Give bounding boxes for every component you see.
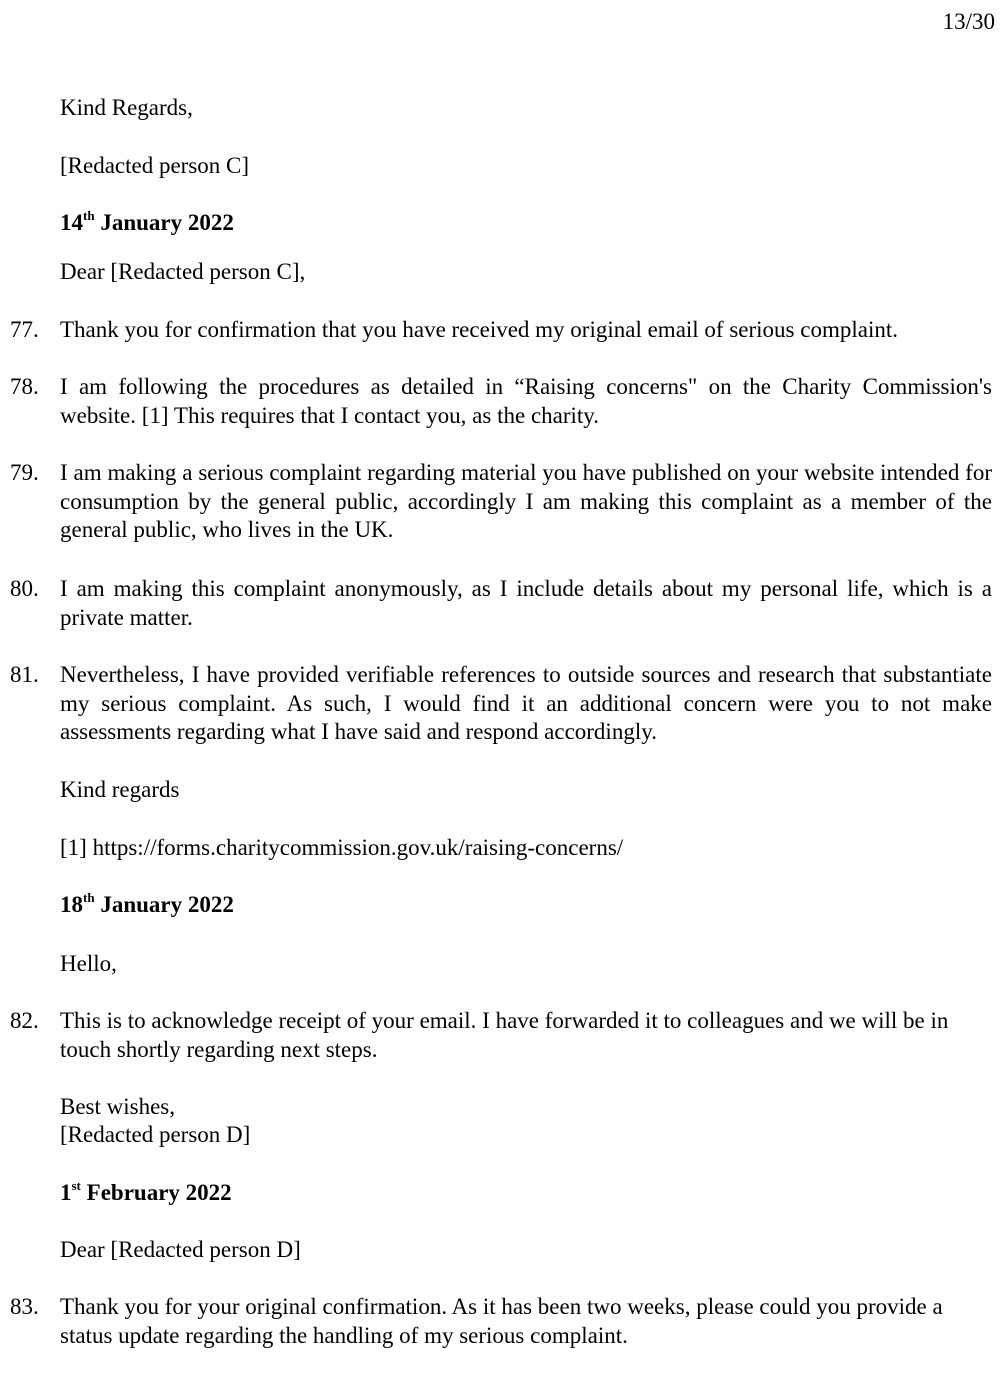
item-text: I am making a serious complaint regarding material you have published on your website intended for consumption by the general public, accordingly I am making this complaint as a member of the general public, who lives in the UK.	[60, 460, 992, 542]
closing-kind-regards-2: Kind regards	[60, 777, 180, 802]
item-text: Nevertheless, I have provided verifiable references to outside sources and research that substantiate my serious complaint. As such, I would find it an additional concern were you to not make assessments regarding what I have said and respond accordingly.	[60, 662, 992, 744]
item-number: 77.	[10, 317, 39, 342]
date-day: 18	[60, 892, 83, 917]
item-text: I am making this complaint anonymously, as I include details about my personal life, which is a private matter.	[60, 576, 992, 630]
item-number: 81.	[10, 662, 39, 687]
item-number: 79.	[10, 460, 39, 485]
item-number: 83.	[10, 1294, 39, 1319]
item-text: I am following the procedures as detailed in “Raising concerns" on the Charity Commission's website. [1] This requires that I contact you, as the charity.	[60, 374, 992, 428]
date-rest: January 2022	[94, 210, 234, 235]
item-text: This is to acknowledge receipt of your email. I have forwarded it to colleagues and we will be in touch shortly regarding next steps.	[60, 1008, 949, 1062]
closing-kind-regards: Kind Regards,	[60, 95, 193, 120]
closing-best-wishes: Best wishes,	[60, 1094, 175, 1119]
item-number: 80.	[10, 576, 39, 601]
date-rest: February 2022	[80, 1180, 232, 1205]
item-text: Thank you for confirmation that you have received my original email of serious complaint.	[60, 317, 898, 342]
list-item-82	[10, 1007, 992, 1064]
date-suffix: th	[83, 208, 95, 224]
salutation-dear-c: Dear [Redacted person C],	[60, 259, 306, 284]
list-item-78	[10, 373, 992, 430]
list-item-77	[10, 316, 992, 345]
footnote-link: [1] https://forms.charitycommission.gov.uk/raising-concerns/	[60, 835, 624, 860]
item-number: 82.	[10, 1008, 39, 1033]
date-rest: January 2022	[94, 892, 234, 917]
date-heading-14-january	[60, 209, 992, 238]
list-item-81	[10, 661, 992, 747]
page-number: 13/30	[942, 9, 995, 34]
item-text: Thank you for your original confirmation. As it has been two weeks, please could you provide a status update regarding the handling of my serious complaint.	[60, 1294, 943, 1348]
date-heading-18-january	[60, 891, 992, 920]
date-heading-1-february	[60, 1179, 992, 1208]
list-item-80	[10, 575, 992, 632]
list-item-83	[10, 1293, 992, 1350]
signature-redacted-person-d: [Redacted person D]	[60, 1122, 251, 1147]
salutation-dear-d: Dear [Redacted person D]	[60, 1237, 301, 1262]
date-day: 1	[60, 1180, 72, 1205]
signature-redacted-person-c: [Redacted person C]	[60, 153, 250, 178]
salutation-hello: Hello,	[60, 951, 117, 976]
list-item-79	[10, 459, 992, 545]
date-suffix: th	[83, 890, 95, 906]
item-number: 78.	[10, 374, 39, 399]
date-day: 14	[60, 210, 83, 235]
date-suffix: st	[71, 1178, 81, 1194]
